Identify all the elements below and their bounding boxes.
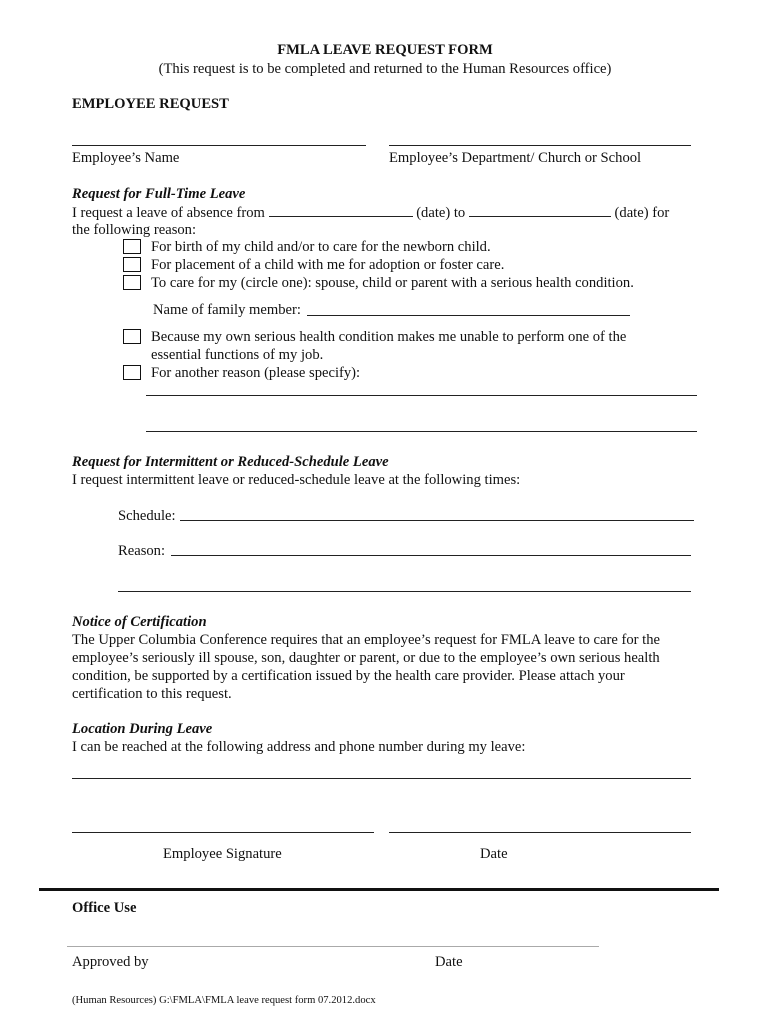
intermittent-leave-heading: Request for Intermittent or Reduced-Schedule Leave [72,454,389,470]
employee-department-label: Employee’s Department/ Church or School [389,150,642,166]
signature-date-label: Date [480,846,508,862]
leave-for-text: (date) for [614,205,670,221]
other-reason-line-2[interactable] [146,431,697,432]
leave-dates-sentence [72,203,669,222]
schedule-label: Schedule: [118,508,176,524]
location-heading: Location During Leave [72,721,213,737]
leave-to-text: (date) to [416,205,466,221]
own-condition-checkbox[interactable] [123,329,141,344]
family-care-option-label: To care for my (circle one): spouse, child or parent with a serious health condition. [151,275,634,291]
intermittent-leave-text: I request intermittent leave or reduced-schedule leave at the following times: [72,472,521,488]
following-reason-text: the following reason: [72,222,197,238]
family-care-checkbox[interactable] [123,275,141,290]
own-condition-label-line1: Because my own serious health condition makes me unable to perform one of the [151,329,627,345]
signature-date-field[interactable] [389,832,691,833]
own-condition-label-line2: essential functions of my job. [151,347,324,363]
signature-field[interactable] [72,832,374,833]
certification-heading: Notice of Certification [72,614,207,630]
approval-date-label: Date [435,954,463,970]
location-text: I can be reached at the following address and phone number during my leave: [72,739,526,755]
reason-field-line-2[interactable] [118,591,691,592]
form-subtitle: (This request is to be completed and returned to the Human Resources office) [158,61,612,77]
full-time-leave-heading: Request for Full-Time Leave [72,186,246,202]
birth-option-label: For birth of my child and/or to care for the newborn child. [151,239,491,255]
certification-text-line4: certification to this request. [72,686,232,702]
employee-name-line[interactable] [72,145,366,146]
other-reason-label: For another reason (please specify): [151,365,361,381]
certification-text-line1: The Upper Columbia Conference requires that an employee’s request for FMLA leave to care for the [72,632,660,648]
employee-name-label: Employee’s Name [72,150,180,166]
location-field[interactable] [72,778,691,779]
office-use-heading: Office Use [72,900,137,916]
birth-checkbox[interactable] [123,239,141,254]
office-use-divider [39,888,719,891]
leave-end-date-field[interactable] [469,203,611,217]
approved-by-label: Approved by [72,954,149,970]
schedule-field[interactable] [180,520,694,521]
leave-start-date-field[interactable] [269,203,413,217]
reason-field[interactable] [171,555,691,556]
employee-department-line[interactable] [389,145,691,146]
reason-label: Reason: [118,543,166,559]
adoption-checkbox[interactable] [123,257,141,272]
other-reason-line-1[interactable] [146,395,697,396]
adoption-option-label: For placement of a child with me for adoption or foster care. [151,257,505,273]
family-member-label: Name of family member: [153,302,301,318]
other-reason-checkbox[interactable] [123,365,141,380]
approval-line[interactable] [67,946,599,947]
family-member-field[interactable] [307,315,630,316]
certification-text-line2: employee’s seriously ill spouse, son, daughter or parent, or due to the employee’s own serious health [72,650,660,666]
leave-from-text: I request a leave of absence from [72,205,265,221]
footer-file-path: (Human Resources) G:\FMLA\FMLA leave request form 07.2012.docx [72,995,376,1006]
form-title: FMLA LEAVE REQUEST FORM [277,42,493,58]
employee-request-heading: EMPLOYEE REQUEST [72,96,229,112]
certification-text-line3: condition, be supported by a certification issued by the health care provider. Please attach your [72,668,625,684]
signature-label: Employee Signature [163,846,282,862]
